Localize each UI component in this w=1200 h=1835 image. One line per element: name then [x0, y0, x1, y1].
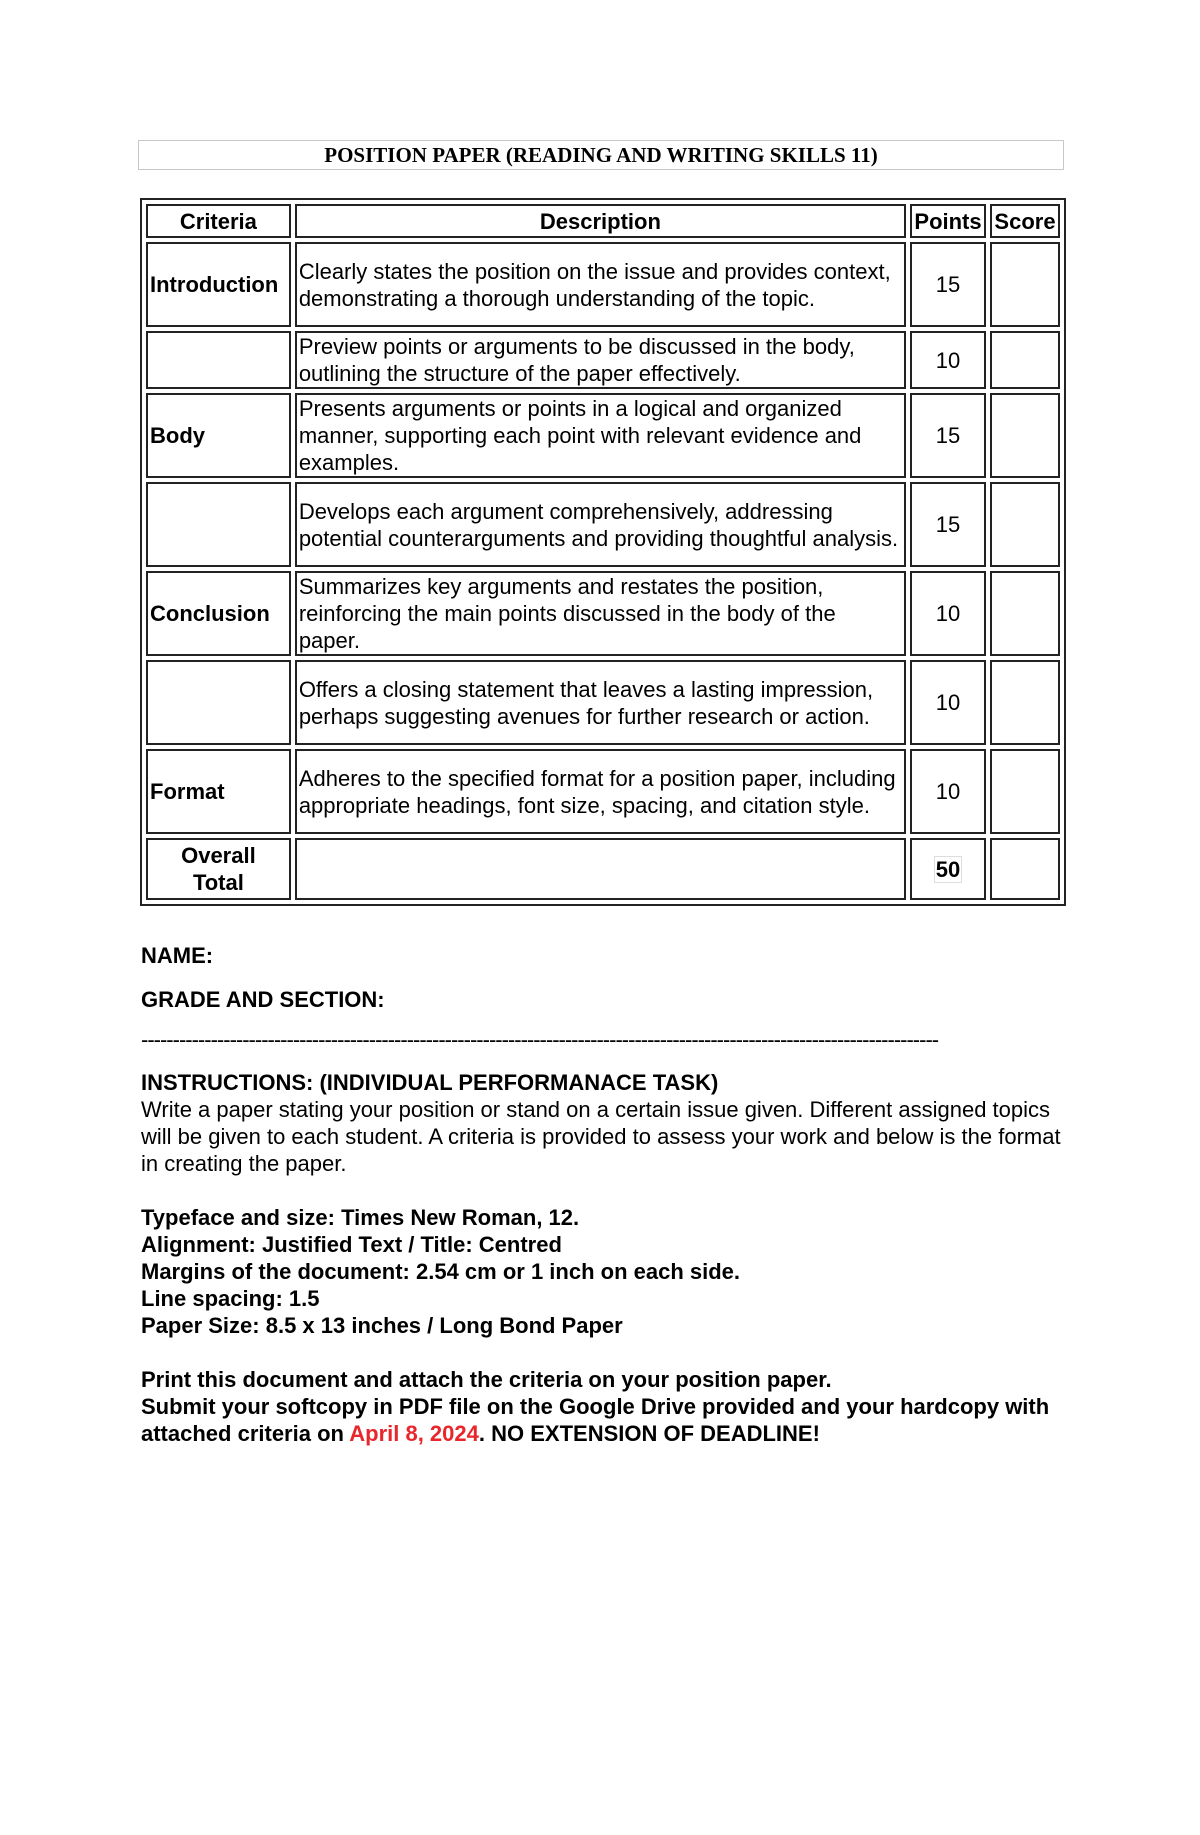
header-description: Description: [295, 204, 906, 238]
print-instruction: Print this document and attach the criteria on your position paper.: [141, 1367, 832, 1392]
score-cell[interactable]: [990, 331, 1060, 389]
submit-text-before: Submit your softcopy in PDF file on the Google Drive provided and your hardcopy with attached criteria on: [141, 1394, 1050, 1446]
table-row: [146, 571, 1060, 656]
criteria-cell: [146, 331, 291, 389]
table-row: [146, 482, 1060, 567]
total-row: [146, 838, 1060, 900]
instructions-body: Write a paper stating your position or stand on a certain issue given. Different assigned topics will be given to each student. A criteria is provided to assess your work and below is the format in creating the paper.: [141, 1097, 1061, 1176]
document-title: POSITION PAPER (READING AND WRITING SKILLS 11): [138, 140, 1064, 170]
table-row: [146, 331, 1060, 389]
format-line-spacing: Line spacing: 1.5: [141, 1286, 320, 1311]
description-cell: Preview points or arguments to be discussed in the body, outlining the structure of the paper effectively.: [295, 331, 906, 389]
overall-label: Overall: [181, 843, 256, 868]
criteria-cell: Body: [146, 393, 291, 478]
description-cell: Presents arguments or points in a logical and organized manner, supporting each point with relevant evidence and examples.: [295, 393, 906, 478]
total-score-cell[interactable]: [990, 838, 1060, 900]
total-points-value: 50: [935, 856, 961, 882]
format-line-margins: Margins of the document: 2.54 cm or 1 inch on each side.: [141, 1259, 741, 1284]
criteria-cell: Conclusion: [146, 571, 291, 656]
points-cell: 10: [910, 749, 986, 834]
criteria-cell: Format: [146, 749, 291, 834]
description-cell: Clearly states the position on the issue and provides context, demonstrating a thorough understanding of the topic.: [295, 242, 906, 327]
points-cell: 15: [910, 242, 986, 327]
points-cell: 15: [910, 393, 986, 478]
header-score: Score: [990, 204, 1060, 238]
total-description-cell: [295, 838, 906, 900]
score-cell[interactable]: [990, 571, 1060, 656]
criteria-cell: [146, 482, 291, 567]
instructions-heading: INSTRUCTIONS: (INDIVIDUAL PERFORMANACE TASK): [141, 1070, 719, 1095]
table-row: [146, 393, 1060, 478]
score-cell[interactable]: [990, 749, 1060, 834]
divider-line: ------------------------------------------------------------------------------------------------------------------------------: [141, 1027, 939, 1052]
score-cell[interactable]: [990, 393, 1060, 478]
overall-total-label: [146, 838, 291, 900]
deadline-date: April 8, 2024: [349, 1421, 479, 1446]
header-points: Points: [910, 204, 986, 238]
format-line-alignment: Alignment: Justified Text / Title: Centred: [141, 1232, 562, 1257]
description-cell: Offers a closing statement that leaves a lasting impression, perhaps suggesting avenues for further research or action.: [295, 660, 906, 745]
submit-text-after: . NO EXTENSION OF DEADLINE!: [478, 1421, 820, 1446]
criteria-cell: Introduction: [146, 242, 291, 327]
format-specs: [141, 1204, 1065, 1339]
points-cell: 10: [910, 331, 986, 389]
lower-section: [141, 942, 1065, 1447]
table-row: [146, 749, 1060, 834]
score-cell[interactable]: [990, 482, 1060, 567]
total-points-cell: [910, 838, 986, 900]
submit-instruction: [141, 1393, 1065, 1447]
rubric-table: [140, 198, 1066, 906]
criteria-cell: [146, 660, 291, 745]
total-label: Total: [192, 870, 244, 895]
score-cell[interactable]: [990, 242, 1060, 327]
format-line-typeface: Typeface and size: Times New Roman, 12.: [141, 1205, 580, 1230]
table-row: [146, 660, 1060, 745]
description-cell: Summarizes key arguments and restates the position, reinforcing the main points discussed in the body of the paper.: [295, 571, 906, 656]
header-criteria: Criteria: [146, 204, 291, 238]
table-row: [146, 242, 1060, 327]
grade-section-field-label: GRADE AND SECTION:: [141, 987, 385, 1012]
name-field-label: NAME:: [141, 943, 214, 968]
description-cell: Adheres to the specified format for a position paper, including appropriate headings, font size, spacing, and citation style.: [295, 749, 906, 834]
description-cell: Develops each argument comprehensively, addressing potential counterarguments and providing thoughtful analysis.: [295, 482, 906, 567]
points-cell: 10: [910, 660, 986, 745]
points-cell: 15: [910, 482, 986, 567]
score-cell[interactable]: [990, 660, 1060, 745]
table-header-row: [146, 204, 1060, 238]
points-cell: 10: [910, 571, 986, 656]
format-line-paper-size: Paper Size: 8.5 x 13 inches / Long Bond Paper: [141, 1313, 623, 1338]
